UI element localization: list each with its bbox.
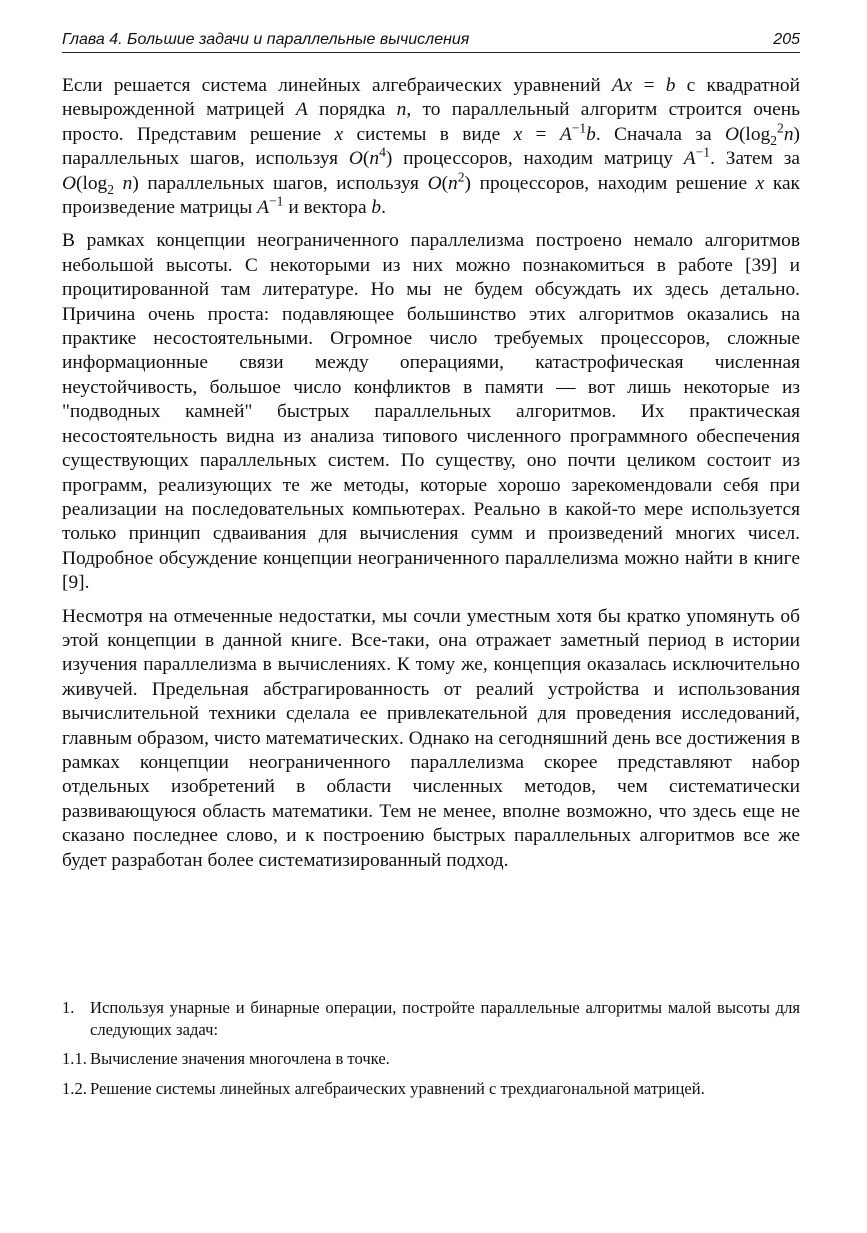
math-var: A — [559, 123, 572, 145]
math-sup: 4 — [379, 144, 386, 160]
math-var: n — [114, 172, 133, 194]
text-run: ) параллельных шагов, используя — [62, 123, 800, 170]
running-header — [62, 30, 800, 53]
math-var: x — [755, 172, 765, 194]
paragraph-1 — [62, 74, 800, 220]
exercise-text: Решение системы линейных алгебраических уравнений с трехдиагональной матрицей. — [90, 1078, 705, 1098]
math-var: A — [295, 99, 308, 121]
page-number: 205 — [773, 31, 800, 48]
text-run: ( — [362, 148, 370, 170]
exercises-list — [62, 997, 800, 1107]
math-var: A — [257, 197, 270, 219]
math-sub: 2 — [107, 181, 115, 197]
exercise-number: 1.1. — [62, 1049, 87, 1068]
math-var: O — [724, 123, 739, 145]
text-run: , то параллельный алгоритм строится очень просто. Представим решение — [62, 99, 801, 145]
math-var: O — [62, 172, 77, 194]
paragraph-3: Несмотря на отмеченные недостатки, мы сочли уместным хотя бы кратко упомянуть об этой концепции в данной книге. Все-таки, она отражает заметный период в истории изучения параллелизма в вычислениях. К тому же, концепция оказалась исключительно живучей. Предельная абстрагированность от реалий устройства и использования вычислительной техники сделала ее привлекательной для проведения исследований, главным образом, чисто математических. Однако на сегодняшний день все достижения в рамках концепции неограниченного параллелизма скорее представляют набор отдельных изобретений в области численных методов, чем систематически развивающуюся область математики. Тем не менее, вполне возможно, что здесь еще не сказано последнее слово, и к построению быстрых параллельных алгоритмов все же будет разработан более систематизированный подход. — [62, 605, 800, 871]
exercise-number: 1.2. — [62, 1078, 87, 1098]
math-var: n — [448, 172, 458, 194]
text-run: = — [522, 123, 560, 145]
text-run: = — [632, 75, 666, 96]
exercise-item — [62, 1048, 800, 1070]
math-sup: 2 — [457, 169, 465, 185]
math-var: b — [586, 123, 596, 145]
text-run: с квадратной невырожденной матрицей — [62, 75, 800, 121]
text-run: . Сначала за — [595, 123, 725, 145]
math-sub: 2 — [770, 132, 778, 148]
math-var: b — [371, 197, 382, 219]
text-run: . — [381, 197, 386, 219]
paragraph-2: В рамках концепции неограниченного параллелизма построено немало алгоритмов небольшой высоты. С некоторыми из них можно познакомиться в работе [39] и процитированной там литературе. Но мы не будем обсуждать их здесь детально. Причина очень проста: подавляющее большинство этих алгоритмов оказались на практике несостоятельными. Огромное число требуемых процессоров, сложные информационные связи между операциями, катастрофическая численная неустойчивость, большое число конфликтов в памяти — вот лишь некоторые из "подводных камней" быстрых параллельных алгоритмов. Их практическая несостоятельность видна из анализа типового численного программного обеспечения существующих параллельных систем. По существу, оно почти целиком состоит из программ, реализующих те же методы, которые хорошо зарекомендовали себя при реализации на последовательных компьютерах. Реально в какой-то мере используется только принцип сдваивания для вычисления сумм и произведений многих чисел. Подробное обсуждение концепции неограниченного параллелизма можно найти в книге [9]. — [62, 230, 800, 594]
math-sup: 2 — [777, 120, 784, 136]
text-run: порядка — [307, 99, 397, 121]
text-run: Если решается система линейных алгебраических уравнений — [62, 75, 612, 96]
math-var: A — [683, 148, 696, 170]
math-sup: −1 — [269, 193, 284, 209]
text-run: (log — [738, 123, 771, 145]
math-var: O — [427, 172, 442, 194]
math-var: O — [348, 148, 363, 170]
exercise-number: 1. — [62, 998, 75, 1017]
text-run: . Затем за — [710, 148, 800, 170]
chapter-title: Глава 4. Большие задачи и параллельные вычисления — [62, 31, 470, 48]
exercise-item — [62, 1078, 800, 1100]
text-run: ( — [441, 172, 449, 194]
text-run: ) процессоров, находим решение — [464, 172, 756, 194]
text-run: ) процессоров, находим матрицу — [385, 148, 684, 170]
math-var: Ax — [611, 75, 633, 96]
math-var: b — [665, 75, 676, 96]
math-sup: −1 — [571, 120, 587, 136]
exercise-item — [62, 997, 800, 1040]
text-run: ) параллельных шагов, используя — [132, 172, 428, 194]
exercise-text: Используя унарные и бинарные операции, постройте параллельные алгоритмы малой высоты для следующих задач: — [90, 998, 800, 1039]
math-var: x — [334, 123, 344, 145]
text-run: и вектора — [283, 197, 372, 219]
math-var: n — [396, 99, 407, 121]
math-var: n — [369, 148, 380, 170]
text-run: системы в виде — [343, 123, 514, 145]
text-run: как произведение матрицы — [62, 172, 800, 219]
exercise-text: Вычисление значения многочлена в точке. — [90, 1049, 390, 1068]
math-var: n — [783, 123, 794, 145]
body-text — [62, 74, 800, 882]
math-sup: −1 — [695, 144, 711, 160]
text-run: (log — [76, 172, 108, 194]
math-var: x — [513, 123, 523, 145]
